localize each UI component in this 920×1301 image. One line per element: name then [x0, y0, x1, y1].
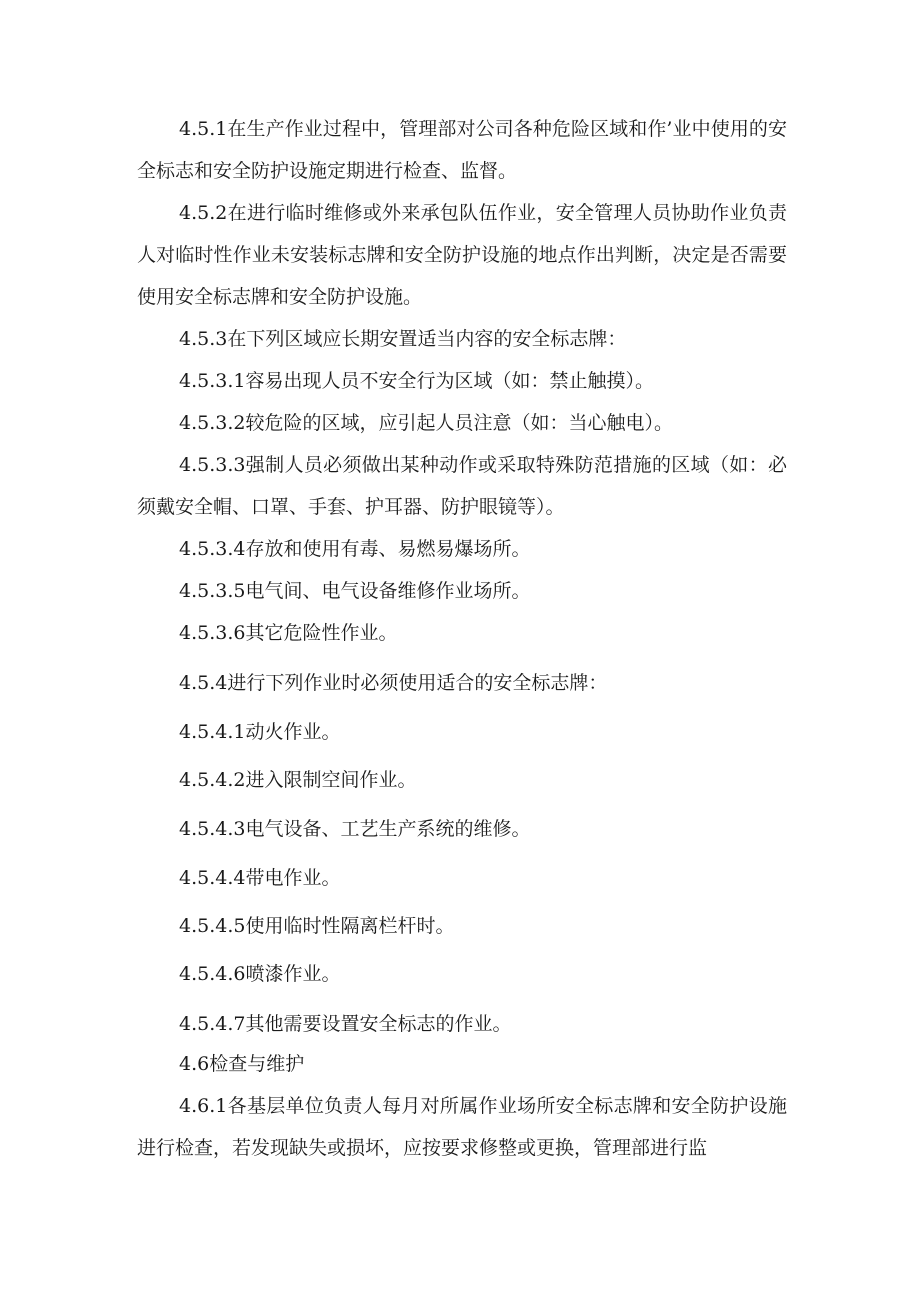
paragraph-4-5-4-6: 4.5.4.6喷漆作业。: [179, 963, 341, 985]
paragraph-4-5-3-5: 4.5.3.5电气间、电气设备维修作业场所。: [179, 580, 531, 602]
paragraph-4-5-3-2: 4.5.3.2较危险的区域，应引起人员注意（如：当心触电）。: [179, 412, 673, 434]
paragraph-4-5-4-2: 4.5.4.2进入限制空间作业。: [179, 769, 417, 791]
paragraph-4-5-3-4: 4.5.3.4存放和使用有毒、易燃易爆场所。: [179, 538, 531, 560]
paragraph-4-5-4: 4.5.4进行下列作业时必须使用适合的安全标志牌：: [179, 672, 608, 694]
paragraph-4-5-3-1: 4.5.3.1容易出现人员不安全行为区域（如：禁止触摸）。: [179, 370, 654, 392]
paragraph-4-5-3-3: 4.5.3.3强制人员必须做出某种动作或采取特殊防范措施的区域（如：必须戴安全帽、口罩、手套、护耳器、防护眼镜等）。: [137, 454, 787, 518]
section-heading-4-6: 4.6检查与维护: [179, 1053, 305, 1075]
paragraph-4-5-2: 4.5.2在进行临时维修或外来承包队伍作业，安全管理人员协助作业负责人对临时性作业未安装标志牌和安全防护设施的地点作出判断，决定是否需要使用安全标志牌和安全防护设施。: [137, 202, 787, 308]
paragraph-4-5-4-7: 4.5.4.7其他需要设置安全标志的作业。: [179, 1013, 512, 1035]
paragraph-4-5-4-1: 4.5.4.1动火作业。: [179, 721, 341, 743]
paragraph-4-5-3: 4.5.3在下列区域应长期安置适当内容的安全标志牌：: [179, 328, 627, 350]
paragraph-4-5-4-4: 4.5.4.4带电作业。: [179, 867, 341, 889]
paragraph-4-5-4-5: 4.5.4.5使用临时性隔离栏杆时。: [179, 915, 455, 937]
paragraph-4-5-3-6: 4.5.3.6其它危险性作业。: [179, 622, 398, 644]
paragraph-4-5-1: 4.5.1在生产作业过程中，管理部对公司各种危险区域和作’业中使用的安全标志和安全防护设施定期进行检查、监督。: [137, 118, 787, 182]
paragraph-4-6-1: 4.6.1各基层单位负责人每月对所属作业场所安全标志牌和安全防护设施进行检查，若发现缺失或损坏，应按要求修整或更换，管理部进行监: [137, 1095, 787, 1159]
paragraph-4-5-4-3: 4.5.4.3电气设备、工艺生产系统的维修。: [179, 818, 531, 840]
